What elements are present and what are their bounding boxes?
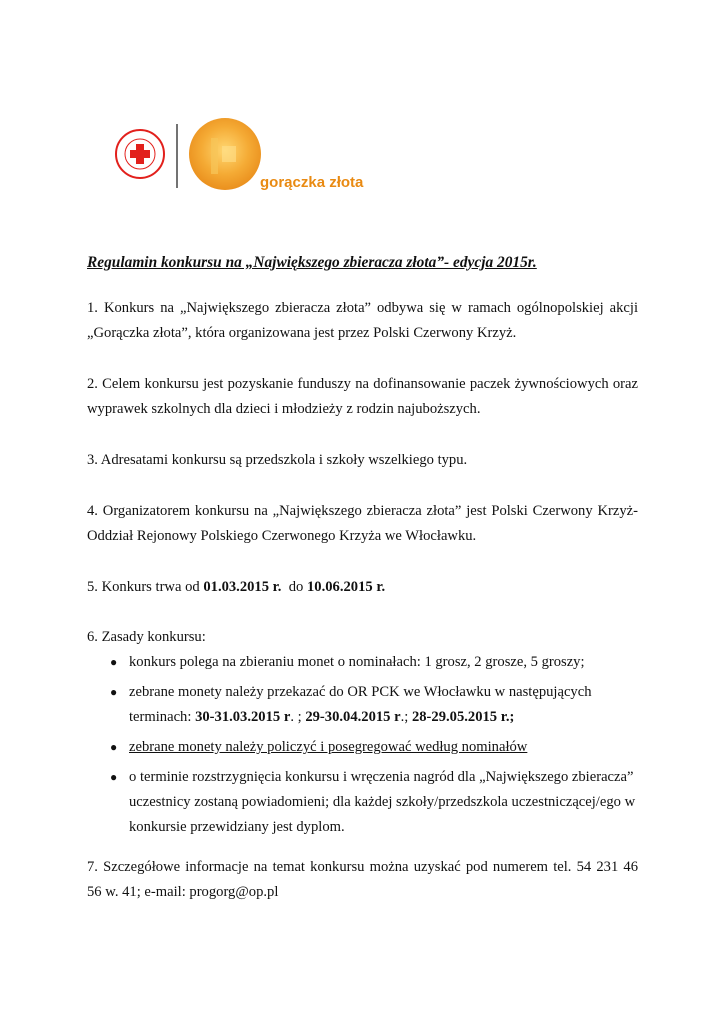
bullet-icon: ● [110, 685, 118, 699]
pck-goraczka-zlota-logo [112, 116, 372, 196]
paragraph-7 [87, 855, 638, 880]
list-item-text [129, 709, 514, 725]
date-to: 10.06.2015 r. [307, 579, 386, 595]
paragraph-6-heading [87, 625, 638, 650]
text-line: 1. Konkurs na „Największego zbieracza złota” odbywa się w ramach ogólnopolskiej akcji [87, 300, 638, 316]
date: 30-31.03.2015 r [195, 709, 291, 725]
date: 28-29.05.2015 r.; [411, 709, 515, 725]
text-span: do [281, 579, 307, 595]
paragraph-5 [87, 575, 638, 600]
text-line: 3. Adresatami konkursu są przedszkola i szkoły wszelkiego typu. [87, 452, 468, 468]
text-line: 6. Zasady konkursu: [87, 629, 206, 645]
list-item [87, 680, 638, 730]
paragraph-3 [87, 448, 638, 473]
paragraph-2 [87, 372, 638, 397]
text-span: terminach: [129, 709, 196, 725]
paragraph-2-cont [87, 397, 638, 422]
paragraph-1-cont [87, 321, 638, 346]
list-item [87, 735, 638, 760]
bullet-icon: ● [110, 740, 118, 754]
text-line: 4. Organizatorem konkursu na „Największego zbieracza złota” jest Polski Czerwony Krzyż- [87, 503, 638, 519]
text-span: 5. Konkurs trwa od [87, 579, 204, 595]
list-item-text: o terminie rozstrzygnięcia konkursu i wręczenia nagród dla „Największego zbieracza” [129, 769, 634, 785]
text-line: 7. Szczegółowe informacje na temat konkursu można uzyskać pod numerem tel. 54 231 46 [87, 859, 638, 875]
paragraph-7-cont [87, 880, 638, 905]
list-item-text: konkursie przewidziany jest dyplom. [129, 819, 345, 835]
text-span: . ; [290, 709, 306, 725]
text-line: 2. Celem konkursu jest pozyskanie funduszy na dofinansowanie paczek żywnościowych oraz [87, 376, 638, 392]
list-item [87, 650, 638, 675]
list-item-text: konkurs polega na zbieraniu monet o nominałach: 1 grosz, 2 grosze, 5 groszy; [129, 654, 585, 670]
text-span: .; [400, 709, 412, 725]
page-title: Regulamin konkursu na „Największego zbieracza złota”- edycja 2015r. [87, 254, 537, 271]
date-from: 01.03.2015 r. [203, 579, 282, 595]
paragraph-4-cont [87, 524, 638, 549]
text-line: 56 w. 41; e-mail: progorg@op.pl [87, 884, 279, 900]
rules-list [87, 650, 638, 845]
list-item-text: zebrane monety należy przekazać do OR PCK we Włocławku w następujących [129, 684, 592, 700]
list-item [87, 765, 638, 840]
text-line: wyprawek szkolnych dla dzieci i młodzieży z rodzin najuboższych. [87, 401, 481, 417]
list-item-text: zebrane monety należy policzyć i posegregować według nominałów [129, 739, 528, 755]
wordmark: gorączka złota [260, 174, 364, 191]
text-line: „Gorączka złota”, która organizowana jest przez Polski Czerwony Krzyż. [87, 325, 517, 341]
date: 29-30.04.2015 r [305, 709, 401, 725]
bullet-icon: ● [110, 770, 118, 784]
text-line: Oddział Rejonowy Polskiego Czerwonego Krzyża we Włocławku. [87, 528, 477, 544]
paragraph-4 [87, 499, 638, 524]
list-item-text: uczestnicy zostaną powiadomieni; dla każdej szkoły/przedszkola uczestniczącej/ego w [129, 794, 636, 810]
bullet-icon: ● [110, 655, 118, 669]
paragraph-1 [87, 296, 638, 321]
